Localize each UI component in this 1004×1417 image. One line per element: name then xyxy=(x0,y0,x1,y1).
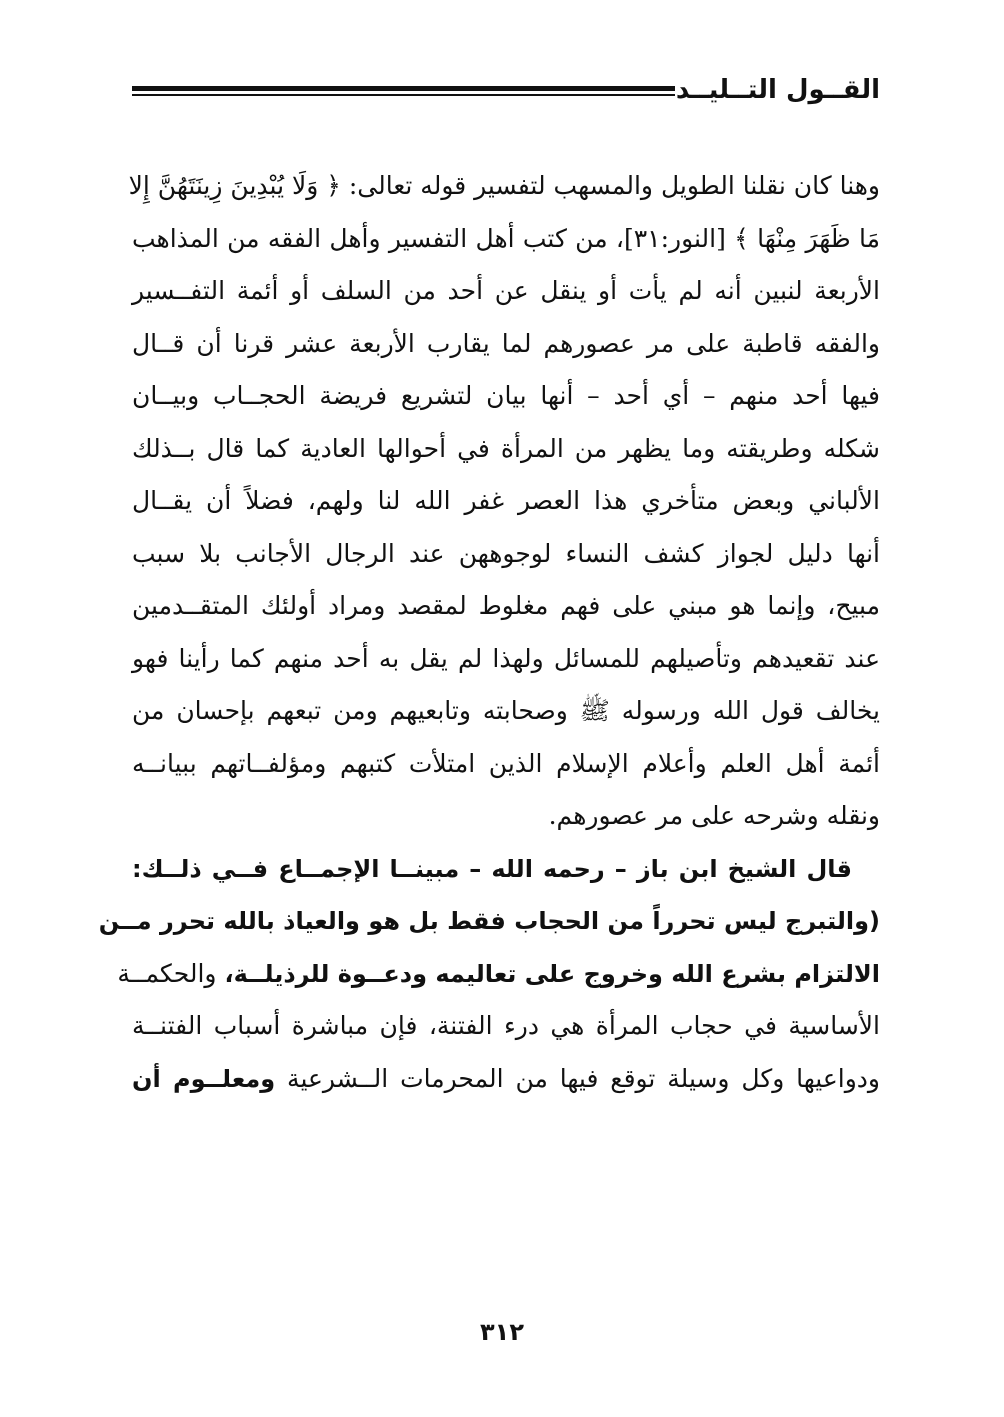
text-line-4: والفقه قاطبة على مر عصورهم لما يقارب الأربعة عشر قرنا أن قــال xyxy=(132,328,880,358)
text-line-10: عند تقعيدهم وتأصيلهم للمسائل ولهذا لم يقل به أحد منهم كما رأينا فهو xyxy=(132,643,880,673)
running-title: القــول التــليــد xyxy=(675,75,880,105)
text-line-17: الأساسية في حجاب المرأة هي درء الفتنة، فإن مباشرة أسباب الفتنــة xyxy=(132,1011,880,1040)
text-line-13: ونقله وشرحه على مر عصورهم. xyxy=(548,801,880,830)
mixed-line-16 xyxy=(117,948,880,1001)
text-line-6: شكله وطريقته وما يظهر من المرأة في أحوالها العادية كما قال بــذلك xyxy=(132,433,880,463)
bold-line-15: (والتبرج ليس تحرراً من الحجاب فقط بل هو والعياذ بالله تحرر مــن xyxy=(98,907,880,935)
bold-segment-16: الالتزام بشرع الله وخروج على تعاليمه ودعــوة للرذيلــة، xyxy=(224,959,880,988)
text-line-2: مَا ظَهَرَ مِنْهَا ﴾ [النور:٣١]، من كتب أهل التفسير وأهل الفقه من المذاهب xyxy=(132,223,880,253)
regular-segment-16: والحكمــة xyxy=(117,958,217,988)
page-number: ٣١٢ xyxy=(480,1318,524,1346)
page-header xyxy=(132,72,880,112)
text-line-5: فيها أحد منهم – أي أحد – أنها بيان لتشريع فريضة الحجــاب وبيــان xyxy=(132,381,880,410)
text-line-7: الألباني وبعض متأخري هذا العصر غفر الله لنا ولهم، فضلاً أن يقــال xyxy=(132,486,880,515)
text-line-11: يخالف قول الله ورسوله ﷺ وصحابته وتابعيهم ومن تبعهم بإحسان من xyxy=(132,696,880,725)
text-line-12: أئمة أهل العلم وأعلام الإسلام الذين امتلأت كتبهم ومؤلفــاتهم ببيانــه xyxy=(132,748,880,778)
text-line-8: أنها دليل لجواز كشف النساء لوجوههن عند الرجال الأجانب بلا سبب xyxy=(132,538,880,568)
bold-segment-18: ومعلــوم أن xyxy=(132,1064,276,1093)
main-text xyxy=(98,160,880,1105)
header-double-rule xyxy=(132,86,675,96)
text-line-9: مبيح، وإنما هو مبني على فهم مغلوط لمقصد ومراد أولئك المتقــدمين xyxy=(132,591,880,620)
bold-line-14: قال الشيخ ابن باز – رحمه الله – مبينــا الإجمــاع فــي ذلــك: xyxy=(132,854,852,883)
mixed-line-18 xyxy=(132,1053,880,1106)
text-line-1: وهنا كان نقلنا الطويل والمسهب لتفسير قوله تعالى: ﴿ وَلَا يُبْدِينَ زِينَتَهُنَّ إِلا xyxy=(128,171,880,200)
regular-segment-18: ودواعيها وكل وسيلة توقع فيها من المحرمات الــشرعية xyxy=(287,1063,880,1093)
text-line-3: الأربعة لنبين أنه لم يأت أو ينقل عن أحد من السلف أو أئمة التفــسير xyxy=(132,276,880,305)
